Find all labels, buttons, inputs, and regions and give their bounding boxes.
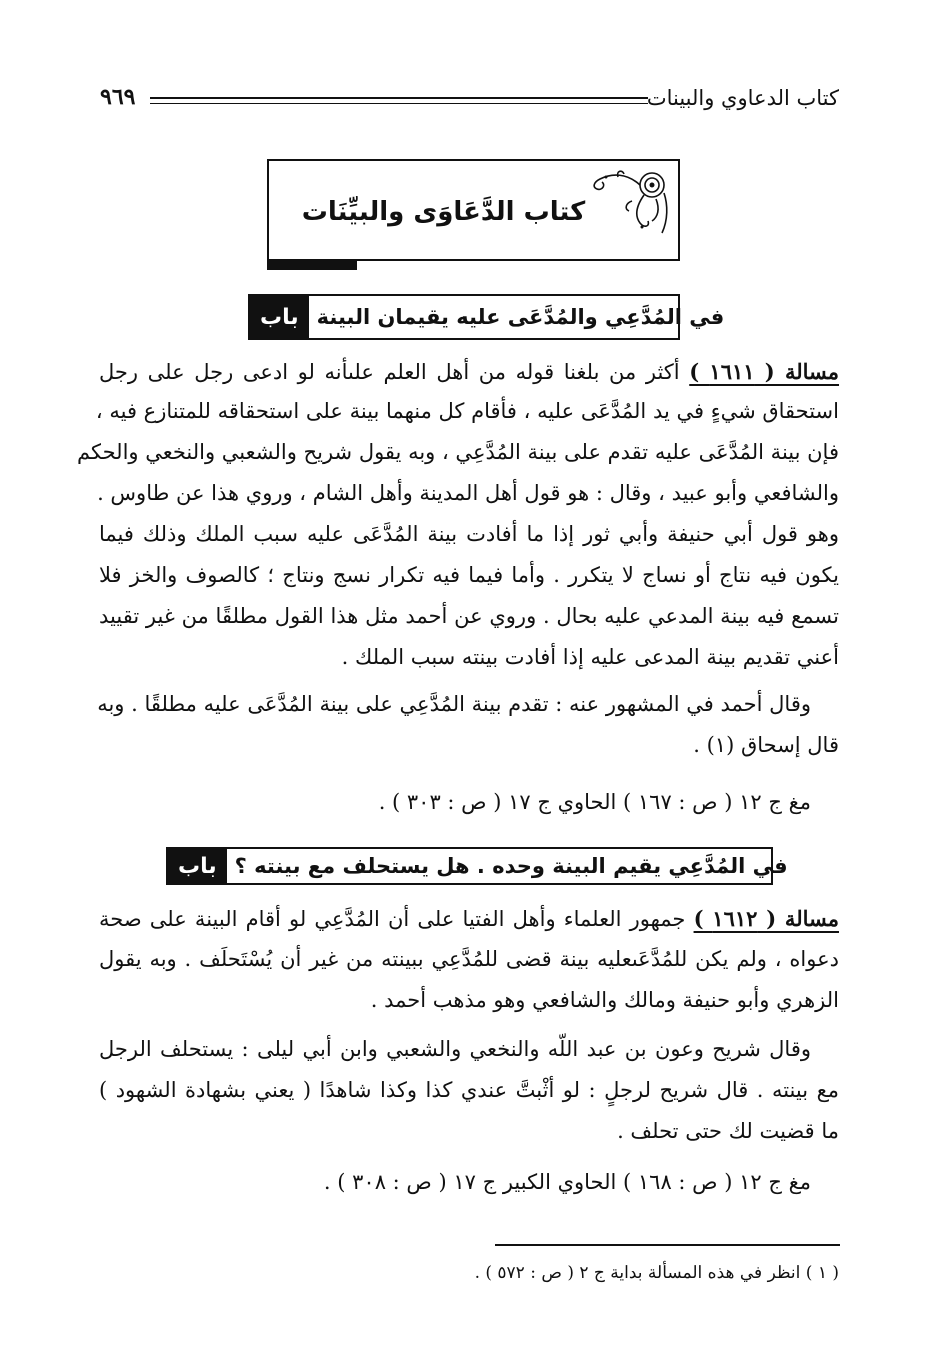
chapter-title: في المُدَّعِي والمُدَّعَى عليه يقيمان البينة xyxy=(316,305,725,329)
masala-label: مسالة ( ١٦١١ ) xyxy=(689,359,840,384)
text-line: أعني تقديم بينة المدعى عليه إذا أفادت بينته سبب الملك . xyxy=(341,645,839,669)
text-line: دعواه ، ولم يكن للمُدَّعَىعليه بينة قضى للمُدَّعِي ببينته من غير أن يُسْتَحلَف . وبه يقول xyxy=(99,947,839,971)
text-line: مسالة ( ١٦١٢ ) جمهور العلماء وأهل الفتيا على أن المُدَّعِي لو أقام البينة على صحة xyxy=(99,906,839,931)
text-line: تسمع فيه بينة المدعي عليه بحال . وروي عن أحمد مثل هذا القول مطلقًا من غير تقييد xyxy=(99,604,839,628)
text-line: وهو قول أبي حنيفة وأبي ثور إذا ما أفادت بينة المُدَّعَى عليه سبب الملك وذلك فيما xyxy=(99,522,839,546)
text-line: استحقاق شيءٍ في يد المُدَّعَى عليه ، فأقام كل منهما بينة على استحقاقه للمتنازع فيه ، xyxy=(95,399,839,423)
title-box-shadow xyxy=(267,261,357,270)
header-rule xyxy=(150,97,648,106)
chapter-heading-1 xyxy=(248,294,725,340)
text-line: مع بينته . قال شريح لرجلٍ : لو أثْبتَّ عندي كذا وكذا شاهدًا ( يعني بشهادة الشهود ) xyxy=(99,1078,839,1102)
text-line: فإن بينة المُدَّعَى عليه تقدم على بينة المُدَّعِي ، وبه يقول شريح والشعبي والنخعي والحكم xyxy=(77,440,839,464)
text-line: قال إسحاق (١) . xyxy=(693,733,839,757)
bab-label: باب xyxy=(168,849,227,883)
reference-line: مغ ج ١٢ ( ص : ١٦٨ ) الحاوي الكبير ج ١٧ ( ص : ٣٠٨ ) . xyxy=(323,1170,811,1194)
chapter-title: في المُدَّعِي يقيم البينة وحده . هل يستحلف مع بينته ؟ xyxy=(234,854,788,878)
book-title: كتاب الدَّعَاوَى والبيِّنَات xyxy=(301,197,586,227)
text-line: ما قضيت لك حتى تحلف . xyxy=(617,1119,839,1143)
text-line: الزهري وأبو حنيفة ومالك والشافعي وهو مذهب أحمد . xyxy=(370,988,839,1012)
footnote: ( ١ ) انظر في هذه المسألة بداية ج ٢ ( ص : ٥٧٢ ) . xyxy=(474,1263,839,1283)
running-title: كتاب الدعاوي والبينات xyxy=(646,86,839,110)
book-title-box xyxy=(267,159,680,261)
text-line: والشافعي وأبو عبيد ، وقال : هو قول أهل المدينة وأهل الشام ، وروي هذا عن طاوس . xyxy=(97,481,839,505)
footnote-rule xyxy=(495,1244,840,1246)
text-line: وقال أحمد في المشهور عنه : تقدم بينة المُدَّعِي على بينة المُدَّعَى عليه مطلقًا . وبه xyxy=(97,692,811,716)
page-number: ٩٦٩ xyxy=(100,84,136,110)
text-line: يكون فيه نتاج أو نساج لا يتكرر . وأما فيما فيه تكرار نسج ونتاج ؛ كالصوف والخز فلا xyxy=(99,563,839,587)
floral-ornament-icon xyxy=(582,165,674,239)
text-line: مسالة ( ١٦١١ ) أكثر من بلغنا قوله من أهل العلم علىأنه لو ادعى رجل على رجل xyxy=(99,359,840,384)
bab-label: باب xyxy=(250,296,309,338)
text-line: وقال شريح وعون بن عبد اللّه والنخعي والشعبي وابن أبي ليلى : يستحلف الرجل xyxy=(99,1037,811,1061)
chapter-heading-2 xyxy=(166,847,788,885)
reference-line: مغ ج ١٢ ( ص : ١٦٧ ) الحاوي ج ١٧ ( ص : ٣٠٣ ) . xyxy=(378,790,811,814)
masala-label: مسالة ( ١٦١٢ ) xyxy=(693,906,839,931)
